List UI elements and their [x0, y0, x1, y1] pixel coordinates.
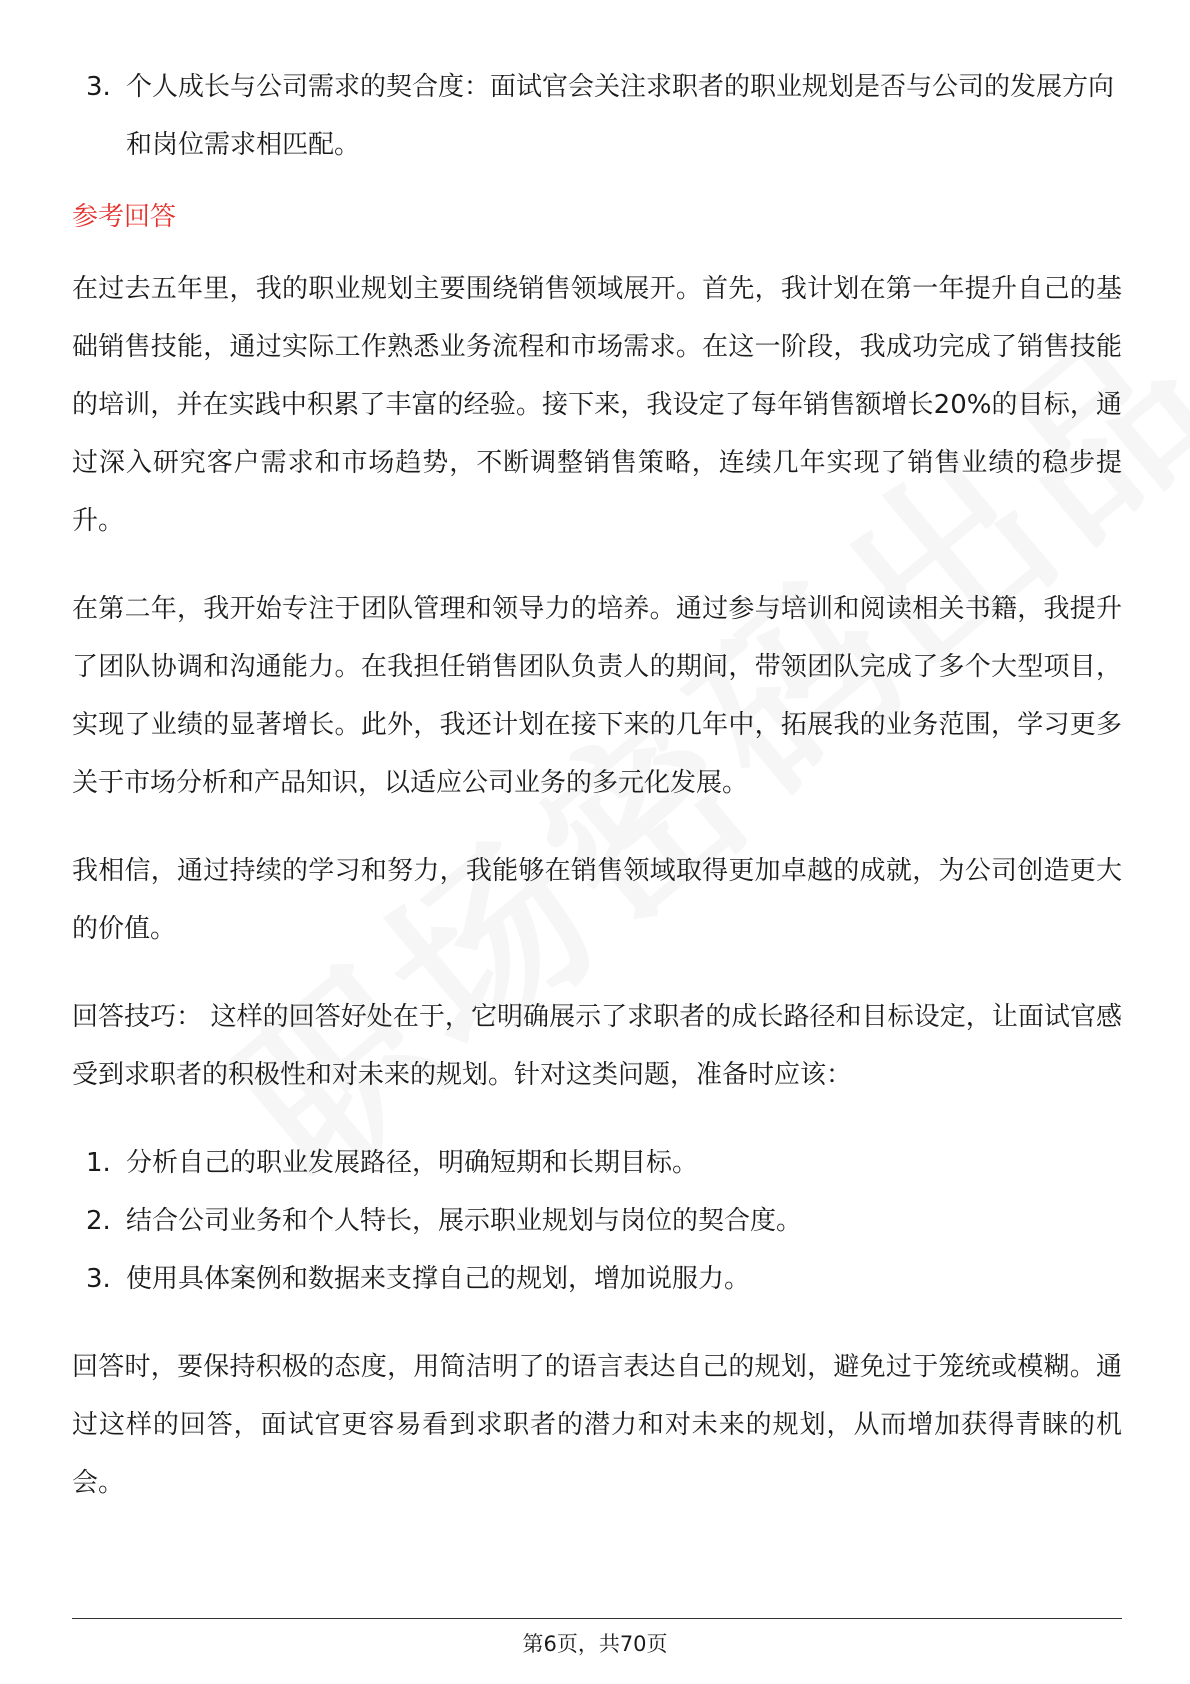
list-item-number: 2. [86, 1206, 111, 1236]
list-item-text: 结合公司业务和个人特长，展示职业规划与岗位的契合度。 [126, 1206, 803, 1236]
page-content [72, 58, 1122, 1542]
page-number: 第6页，共70页 [522, 1632, 668, 1656]
list-item [72, 1192, 1122, 1250]
list-item-text: 分析自己的职业发展路径，明确短期和长期目标。 [126, 1148, 699, 1178]
answer-heading: 参考回答 [72, 202, 177, 232]
tips-list [72, 1134, 1122, 1308]
list-item-text: 个人成长与公司需求的契合度：面试官会关注求职者的职业规划是否与公司的发展方向和岗位需求相匹配。 [126, 72, 1115, 160]
list-item-number: 3. [86, 72, 111, 102]
paragraph: 在过去五年里，我的职业规划主要围绕销售领域展开。首先，我计划在第一年提升自己的基础销售技能，通过实际工作熟悉业务流程和市场需求。在这一阶段，我成功完成了销售技能的培训，并在实践中积累了丰富的经验。接下来，我设定了每年销售额增长20%的目标，通过深入研究客户需求和市场趋势，不断调整销售策略，连续几年实现了销售业绩的稳步提升。 [72, 274, 1122, 536]
intro-list [72, 58, 1122, 174]
tips-intro-paragraph: 回答技巧： 这样的回答好处在于，它明确展示了求职者的成长路径和目标设定，让面试官感受到求职者的积极性和对未来的规划。针对这类问题，准备时应该： [72, 1002, 1122, 1090]
list-item-text: 使用具体案例和数据来支撑自己的规划，增加说服力。 [126, 1264, 751, 1294]
list-item-number: 3. [86, 1264, 111, 1294]
list-item [72, 1250, 1122, 1308]
list-item-number: 1. [86, 1148, 111, 1178]
list-item [72, 58, 1122, 174]
list-item [72, 1134, 1122, 1192]
paragraph: 在第二年，我开始专注于团队管理和领导力的培养。通过参与培训和阅读相关书籍，我提升了团队协调和沟通能力。在我担任销售团队负责人的期间，带领团队完成了多个大型项目，实现了业绩的显著增长。此外，我还计划在接下来的几年中，拓展我的业务范围，学习更多关于市场分析和产品知识，以适应公司业务的多元化发展。 [72, 594, 1122, 798]
footer-divider [72, 1618, 1122, 1619]
paragraph: 我相信，通过持续的学习和努力，我能够在销售领域取得更加卓越的成就，为公司创造更大的价值。 [72, 856, 1122, 944]
closing-paragraph: 回答时，要保持积极的态度，用简洁明了的语言表达自己的规划，避免过于笼统或模糊。通过这样的回答，面试官更容易看到求职者的潜力和对未来的规划，从而增加获得青睐的机会。 [72, 1352, 1122, 1498]
